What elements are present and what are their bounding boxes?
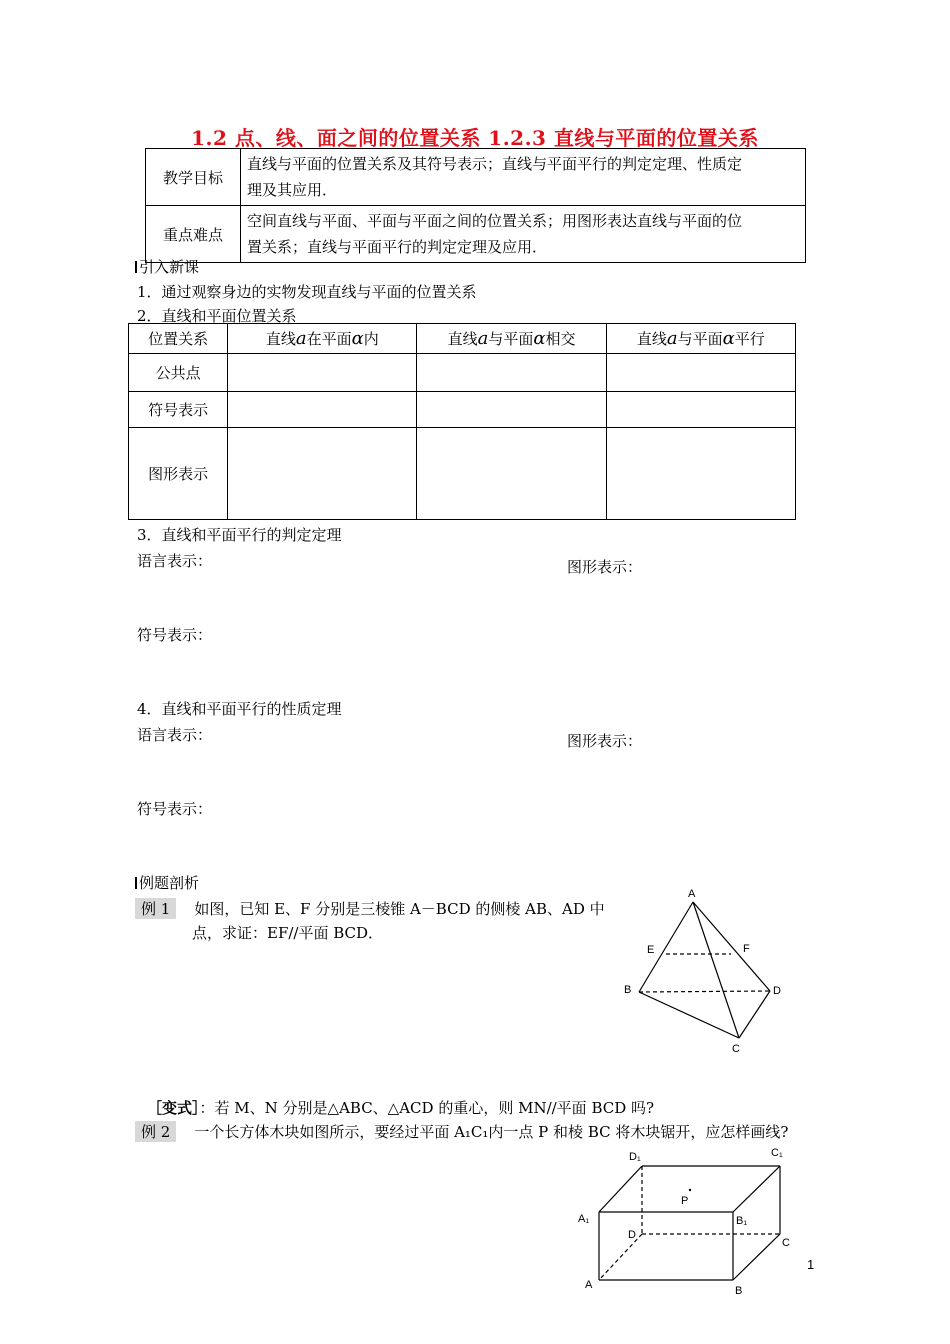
label-E: E (647, 944, 655, 956)
label-D1: D₁ (629, 1151, 641, 1163)
theorem4-heading: 4．直线和平面平行的性质定理 (137, 700, 342, 718)
header-in-plane: 直线a在平面α内 (228, 324, 417, 354)
table-cell (606, 392, 795, 428)
label-C: C (732, 1043, 740, 1055)
page-title: 1.2 点、线、面之间的位置关系 1.2.3 直线与平面的位置关系 (191, 126, 759, 150)
theorem4-symbol: 符号表示： (137, 800, 213, 818)
table-cell (606, 428, 795, 520)
example2-line: 例 2 一个长方体木块如图所示，要经过平面 A₁C₁内一点 P 和棱 BC 将木块锯开，应怎样画线? (135, 1121, 788, 1142)
theorem3-language: 语言表示： (137, 552, 213, 570)
example1-line1: 例 1 如图，已知 E、F 分别是三棱锥 A－BCD 的侧棱 AB、AD 中 (135, 898, 605, 919)
label-A: A (585, 1279, 593, 1291)
box-figure (575, 1142, 800, 1302)
label-B: B (735, 1285, 743, 1297)
label-D: D (773, 985, 781, 997)
example1-line2: 点，求证：EF//平面 BCD． (192, 924, 384, 942)
table-cell (228, 392, 417, 428)
label-F: F (743, 943, 750, 955)
variant-label: ［变式］ (147, 1099, 200, 1117)
theorem3-heading: 3．直线和平面平行的判定定理 (137, 526, 342, 544)
objective-content: 直线与平面的位置关系及其符号表示；直线与平面平行的判定定理、性质定 理及其应用． (241, 149, 806, 206)
row-label-symbol: 符号表示 (129, 392, 228, 428)
row-label-common-point: 公共点 (129, 354, 228, 392)
table-cell (228, 354, 417, 392)
intro-item-2: 2．直线和平面位置关系 (137, 307, 297, 325)
label-P: P (681, 1195, 689, 1207)
theorem3-symbol: 符号表示： (137, 626, 213, 644)
intro-heading: 引入新课 (135, 256, 199, 277)
table-cell (228, 428, 417, 520)
label-B1: B₁ (736, 1215, 748, 1227)
label-C: C (782, 1237, 790, 1249)
label-D: D (628, 1229, 636, 1241)
examples-heading: 例题剖析 (135, 872, 199, 893)
position-table (128, 323, 796, 520)
theorem4-figure: 图形表示： (567, 732, 643, 750)
objectives-table (145, 148, 806, 263)
table-cell (606, 354, 795, 392)
label-B: B (624, 984, 632, 996)
header-intersect: 直线a与平面α相交 (417, 324, 606, 354)
theorem4-language: 语言表示： (137, 726, 213, 744)
label-A: A (688, 888, 696, 900)
table-cell (417, 392, 606, 428)
example1-label: 例 1 (135, 898, 176, 919)
key-points-label: 重点难点 (146, 206, 241, 263)
pyramid-figure (615, 880, 795, 1060)
variant-line: ［变式］：若 M、N 分别是△ABC、△ACD 的重心，则 MN//平面 BCD 吗? (147, 1099, 655, 1117)
label-C1: C₁ (771, 1147, 783, 1159)
header-parallel: 直线a与平面α平行 (606, 324, 795, 354)
label-A1: A₁ (578, 1213, 590, 1225)
row-label-figure: 图形表示 (129, 428, 228, 520)
intro-item-1: 1．通过观察身边的实物发现直线与平面的位置关系 (137, 283, 477, 301)
header-cell: 位置关系 (129, 324, 228, 354)
table-cell (417, 428, 606, 520)
objective-label: 教学目标 (146, 149, 241, 206)
key-points-content: 空间直线与平面、平面与平面之间的位置关系；用图形表达直线与平面的位 置关系；直线与平面平行的判定定理及应用． (241, 206, 806, 263)
point-P (689, 1189, 691, 1191)
table-cell (417, 354, 606, 392)
page-number: 1 (807, 1257, 815, 1272)
theorem3-figure: 图形表示： (567, 558, 643, 576)
example2-label: 例 2 (135, 1121, 176, 1142)
